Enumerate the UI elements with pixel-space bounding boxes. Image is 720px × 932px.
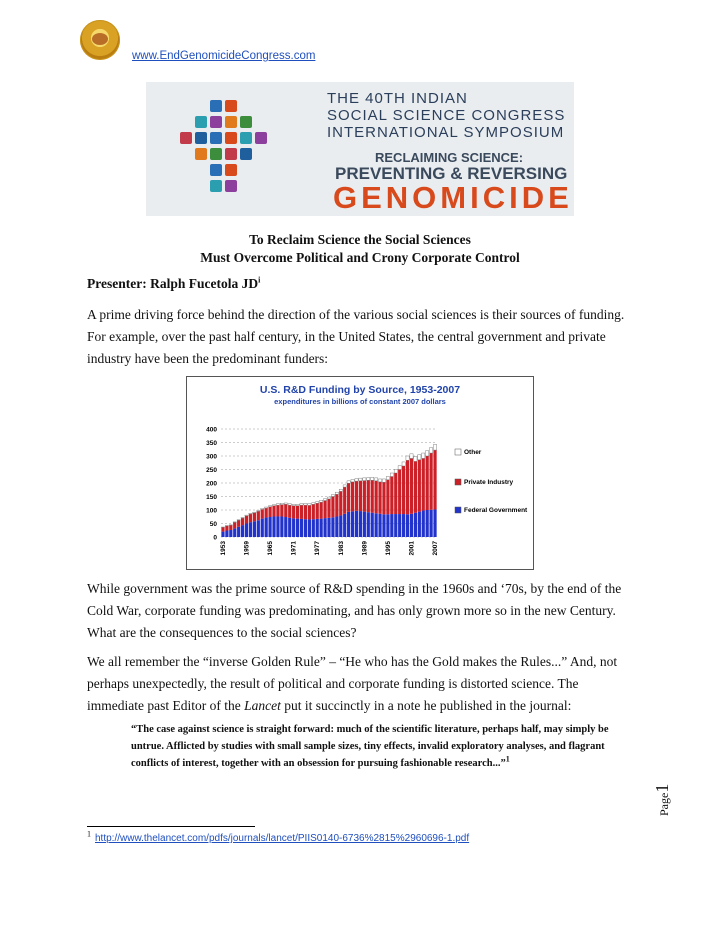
bar-federal-government	[355, 511, 358, 537]
bar-other	[367, 478, 370, 481]
footnote-separator	[87, 826, 255, 827]
bar-other	[233, 522, 236, 523]
bar-federal-government	[221, 532, 224, 537]
bar-private-industry	[296, 506, 299, 519]
bar-other	[394, 470, 397, 474]
legend-label: Other	[464, 449, 482, 456]
bar-private-industry	[272, 506, 275, 517]
bar-private-industry	[237, 520, 240, 526]
bar-private-industry	[331, 497, 334, 518]
bar-private-industry	[375, 481, 378, 513]
bar-private-industry	[276, 505, 279, 516]
bar-other	[429, 448, 432, 453]
bar-private-industry	[280, 505, 283, 517]
document-title-line2: Must Overcome Political and Crony Corporate Control	[200, 250, 520, 265]
bar-private-industry	[261, 509, 264, 518]
bar-federal-government	[320, 519, 323, 537]
bar-other	[331, 495, 334, 497]
document-title-line1: To Reclaim Science the Social Sciences	[249, 232, 471, 247]
chart-title: U.S. R&D Funding by Source, 1953-2007	[259, 384, 461, 396]
bar-private-industry	[355, 481, 358, 511]
bar-other	[292, 504, 295, 505]
bar-other	[410, 454, 413, 459]
banner-subtitle-1: RECLAIMING SCIENCE:	[375, 150, 524, 165]
bar-private-industry	[323, 501, 326, 519]
y-tick-label: 0	[213, 534, 217, 542]
bar-federal-government	[276, 516, 279, 537]
bar-private-industry	[382, 482, 385, 514]
bar-other	[418, 455, 421, 460]
bar-federal-government	[429, 510, 432, 537]
block-quote: “The case against science is straight forward: much of the scientific literature, perhaps half, may simply be untrue. Afflicted by studies with small sample sizes, tiny effects, invalid exploratory analyses, and flagrant conflicts of interest, together with an obsession for pursuing fashionable research...”$^1$	[131, 724, 609, 769]
bar-private-industry	[422, 458, 425, 510]
x-tick-label: 1959	[243, 541, 251, 556]
bar-federal-government	[229, 530, 232, 537]
banner-icon-tile	[255, 132, 267, 144]
bar-other	[398, 466, 401, 470]
bar-other	[280, 503, 283, 504]
banner-icon-tile	[210, 148, 222, 160]
bar-other	[406, 456, 409, 460]
banner-icon-tile	[195, 116, 207, 128]
banner-icon-tile	[195, 148, 207, 160]
bar-private-industry	[410, 458, 413, 513]
bar-other	[300, 504, 303, 506]
bar-federal-government	[367, 512, 370, 537]
x-tick-label: 1989	[361, 541, 369, 556]
bar-other	[268, 506, 271, 507]
bar-private-industry	[304, 505, 307, 519]
bar-private-industry	[265, 508, 268, 517]
bar-other	[390, 473, 393, 477]
bar-other	[257, 511, 260, 512]
bar-other	[402, 462, 405, 466]
bar-federal-government	[225, 531, 228, 537]
bar-other	[386, 477, 389, 480]
bar-private-industry	[386, 480, 389, 515]
bar-private-industry	[426, 456, 429, 510]
bar-private-industry	[378, 482, 381, 514]
banner-icon-tile	[225, 116, 237, 128]
bar-private-industry	[433, 450, 436, 509]
paragraph-1: A prime driving force behind the direction of the various social sciences is their sources of funding. For example, over the past half century, in the United States, the central government and private industry have been the predominant funders:	[87, 307, 625, 366]
y-tick-label: 200	[206, 480, 217, 488]
bar-other	[241, 518, 244, 519]
bar-other	[323, 499, 326, 501]
bar-other	[375, 478, 378, 481]
bar-private-industry	[390, 477, 393, 515]
bar-other	[288, 504, 291, 505]
bar-other	[371, 477, 374, 480]
bar-private-industry	[316, 503, 319, 519]
bar-federal-government	[335, 516, 338, 537]
bar-private-industry	[414, 461, 417, 512]
y-tick-label: 300	[206, 453, 217, 461]
quote-footnote-mark: 1	[505, 754, 510, 764]
bar-private-industry	[288, 505, 291, 518]
x-tick-label: 2001	[408, 541, 416, 556]
icon-grid	[180, 100, 280, 200]
bar-private-industry	[347, 483, 350, 512]
bar-federal-government	[288, 518, 291, 537]
bar-other	[304, 504, 307, 506]
bar-federal-government	[300, 519, 303, 537]
bar-other	[347, 481, 350, 483]
x-tick-label: 1995	[384, 541, 392, 556]
bar-federal-government	[323, 518, 326, 537]
bar-federal-government	[359, 511, 362, 537]
bar-federal-government	[312, 519, 315, 537]
bar-private-industry	[339, 491, 342, 515]
bar-federal-government	[390, 514, 393, 537]
legend-label: Private Industry	[464, 479, 514, 486]
x-tick-label: 1971	[290, 541, 298, 556]
bar-private-industry	[406, 460, 409, 514]
chart-svg	[187, 377, 533, 569]
x-tick-label: 2007	[432, 541, 440, 556]
banner-icon-tile	[180, 132, 192, 144]
banner-image	[146, 82, 574, 216]
bar-other	[265, 507, 268, 508]
bar-federal-government	[375, 513, 378, 537]
banner-icon-tile	[240, 116, 252, 128]
bar-private-industry	[257, 511, 260, 520]
chart-subtitle: expenditures in billions of constant 2007 dollars	[274, 397, 446, 406]
bar-private-industry	[300, 505, 303, 519]
bar-other	[422, 453, 425, 458]
bar-other	[261, 508, 264, 509]
banner-headline: GENOMICIDE	[333, 180, 573, 215]
rd-funding-chart	[186, 376, 534, 570]
banner-icon-tile	[225, 180, 237, 192]
bar-federal-government	[418, 512, 421, 537]
banner-icon-tile	[210, 132, 222, 144]
legend-swatch	[455, 449, 461, 455]
bar-federal-government	[245, 524, 248, 538]
bar-private-industry	[225, 526, 228, 531]
y-tick-label: 150	[206, 494, 217, 501]
banner-icon-tile	[210, 164, 222, 176]
bar-federal-government	[257, 520, 260, 537]
bar-private-industry	[249, 514, 252, 522]
paragraph-2: While government was the prime source of R&D spending in the 1960s and ‘70s, by the end of the Cold War, corporate funding was predominating, and has only grown more so in the new Century. What are the consequences to the social sciences?	[87, 581, 622, 640]
bar-federal-government	[382, 514, 385, 537]
website-link[interactable]: www.EndGenomicideCongress.com	[132, 50, 316, 62]
footnote-link[interactable]: http://www.thelancet.com/pdfs/journals/lancet/PIIS0140-6736%2815%2960696-1.pdf	[95, 833, 470, 844]
bar-federal-government	[327, 518, 330, 537]
banner-icon-tile	[210, 116, 222, 128]
x-tick-label: 1983	[337, 541, 345, 556]
bar-private-industry	[351, 482, 354, 511]
bar-federal-government	[249, 522, 252, 537]
bar-federal-government	[414, 513, 417, 537]
bar-other	[363, 478, 366, 481]
bar-other	[237, 520, 240, 521]
x-tick-label: 1965	[267, 541, 275, 556]
bar-other	[308, 504, 311, 506]
bar-private-industry	[402, 466, 405, 514]
bar-federal-government	[394, 514, 397, 537]
bar-federal-government	[265, 518, 268, 537]
bar-private-industry	[241, 518, 244, 525]
bar-private-industry	[398, 470, 401, 515]
bar-federal-government	[261, 519, 264, 537]
bar-other	[355, 479, 358, 481]
banner-subtitle-2: PREVENTING & REVERSING	[335, 164, 568, 183]
footnote	[87, 829, 470, 844]
bar-other	[316, 502, 319, 504]
bar-other	[359, 478, 362, 481]
bar-federal-government	[292, 518, 295, 537]
bar-federal-government	[233, 528, 236, 537]
bar-other	[327, 497, 330, 499]
bar-federal-government	[422, 511, 425, 537]
bar-federal-government	[363, 512, 366, 537]
bar-federal-government	[347, 512, 350, 537]
bar-federal-government	[284, 517, 287, 537]
banner-icon-tile	[225, 100, 237, 112]
bar-federal-government	[386, 514, 389, 537]
bar-private-industry	[229, 525, 232, 530]
banner-icon-tile	[210, 100, 222, 112]
y-tick-label: 50	[209, 521, 217, 528]
banner-icon-tile	[225, 164, 237, 176]
bar-private-industry	[320, 502, 323, 518]
bar-private-industry	[268, 507, 271, 517]
banner-icon-tile	[225, 132, 237, 144]
bar-private-industry	[284, 504, 287, 517]
banner-icon-tile	[195, 132, 207, 144]
presenter-footnote-mark: i	[258, 275, 261, 285]
bar-private-industry	[292, 506, 295, 519]
bar-federal-government	[308, 519, 311, 537]
bar-other	[276, 504, 279, 505]
bar-other	[284, 503, 287, 504]
bar-private-industry	[221, 527, 224, 531]
presenter-line: Presenter: Ralph Fucetola $JD^i$	[87, 275, 261, 291]
bar-private-industry	[253, 513, 256, 521]
bar-private-industry	[312, 504, 315, 519]
bar-other	[426, 451, 429, 456]
bar-private-industry	[371, 480, 374, 512]
bar-private-industry	[367, 480, 370, 512]
bar-private-industry	[335, 494, 338, 516]
bar-other	[253, 512, 256, 513]
legend-swatch	[455, 507, 461, 513]
bar-federal-government	[433, 509, 436, 537]
bar-federal-government	[316, 519, 319, 537]
bar-federal-government	[280, 516, 283, 537]
banner-event-title: THE 40TH INDIAN SOCIAL SCIENCE CONGRESS INTERNATIONAL SYMPOSIUM	[327, 90, 566, 141]
banner-icon-tile	[225, 148, 237, 160]
bar-private-industry	[394, 473, 397, 514]
bar-private-industry	[418, 460, 421, 512]
bar-other	[351, 479, 354, 481]
bar-federal-government	[296, 519, 299, 537]
bar-federal-government	[343, 514, 346, 537]
y-tick-label: 250	[206, 467, 217, 474]
bar-other	[378, 479, 381, 482]
bar-private-industry	[327, 499, 330, 518]
y-tick-label: 100	[206, 507, 217, 515]
bar-other	[382, 479, 385, 482]
bar-private-industry	[343, 487, 346, 514]
bar-private-industry	[308, 505, 311, 519]
footnote-mark: 1	[87, 829, 91, 839]
bar-other	[414, 457, 417, 462]
y-tick-label: 350	[206, 440, 217, 447]
x-tick-label: 1953	[219, 541, 227, 556]
bar-federal-government	[339, 515, 342, 537]
banner-icon-tile	[240, 132, 252, 144]
legend-label: Federal Government	[464, 507, 528, 514]
bar-federal-government	[378, 514, 381, 537]
bar-other	[343, 485, 346, 487]
bar-other	[249, 513, 252, 514]
bar-other	[312, 503, 315, 505]
bar-other	[296, 504, 299, 505]
bar-private-industry	[359, 481, 362, 511]
page-number: Page1	[652, 783, 672, 816]
bar-federal-government	[304, 519, 307, 537]
bar-other	[320, 500, 323, 502]
bar-federal-government	[406, 514, 409, 537]
journal-name: Lancet	[244, 698, 281, 713]
bar-other	[433, 444, 436, 450]
congress-seal-logo	[80, 20, 120, 60]
legend-swatch	[455, 479, 461, 485]
bar-other	[335, 492, 338, 494]
bar-private-industry	[233, 522, 236, 528]
bar-federal-government	[402, 514, 405, 537]
bar-private-industry	[429, 453, 432, 510]
bar-private-industry	[245, 516, 248, 524]
bar-federal-government	[272, 516, 275, 537]
bar-federal-government	[410, 514, 413, 537]
y-tick-label: 400	[206, 426, 217, 434]
bar-federal-government	[351, 511, 354, 537]
bar-federal-government	[331, 517, 334, 537]
banner-icon-tile	[240, 148, 252, 160]
bar-federal-government	[253, 521, 256, 537]
bar-other	[245, 515, 248, 516]
bar-federal-government	[237, 527, 240, 537]
bar-other	[272, 505, 275, 506]
bar-private-industry	[363, 481, 366, 512]
bar-other	[339, 489, 342, 491]
banner-icon-tile	[210, 180, 222, 192]
bar-federal-government	[268, 517, 271, 537]
bar-federal-government	[398, 514, 401, 537]
x-tick-label: 1977	[314, 541, 322, 556]
bar-federal-government	[371, 513, 374, 537]
bar-federal-government	[241, 525, 244, 537]
paragraph-3: We all remember the “inverse Golden Rule” – “He who has the Gold makes the Rules...” And, not perhaps unexpectedly, the result of political and corporate funding is distorted science. The immediate past Editor of the Lancet put it succinctly in a note he published in the journal:	[87, 654, 618, 713]
bar-federal-government	[426, 510, 429, 537]
